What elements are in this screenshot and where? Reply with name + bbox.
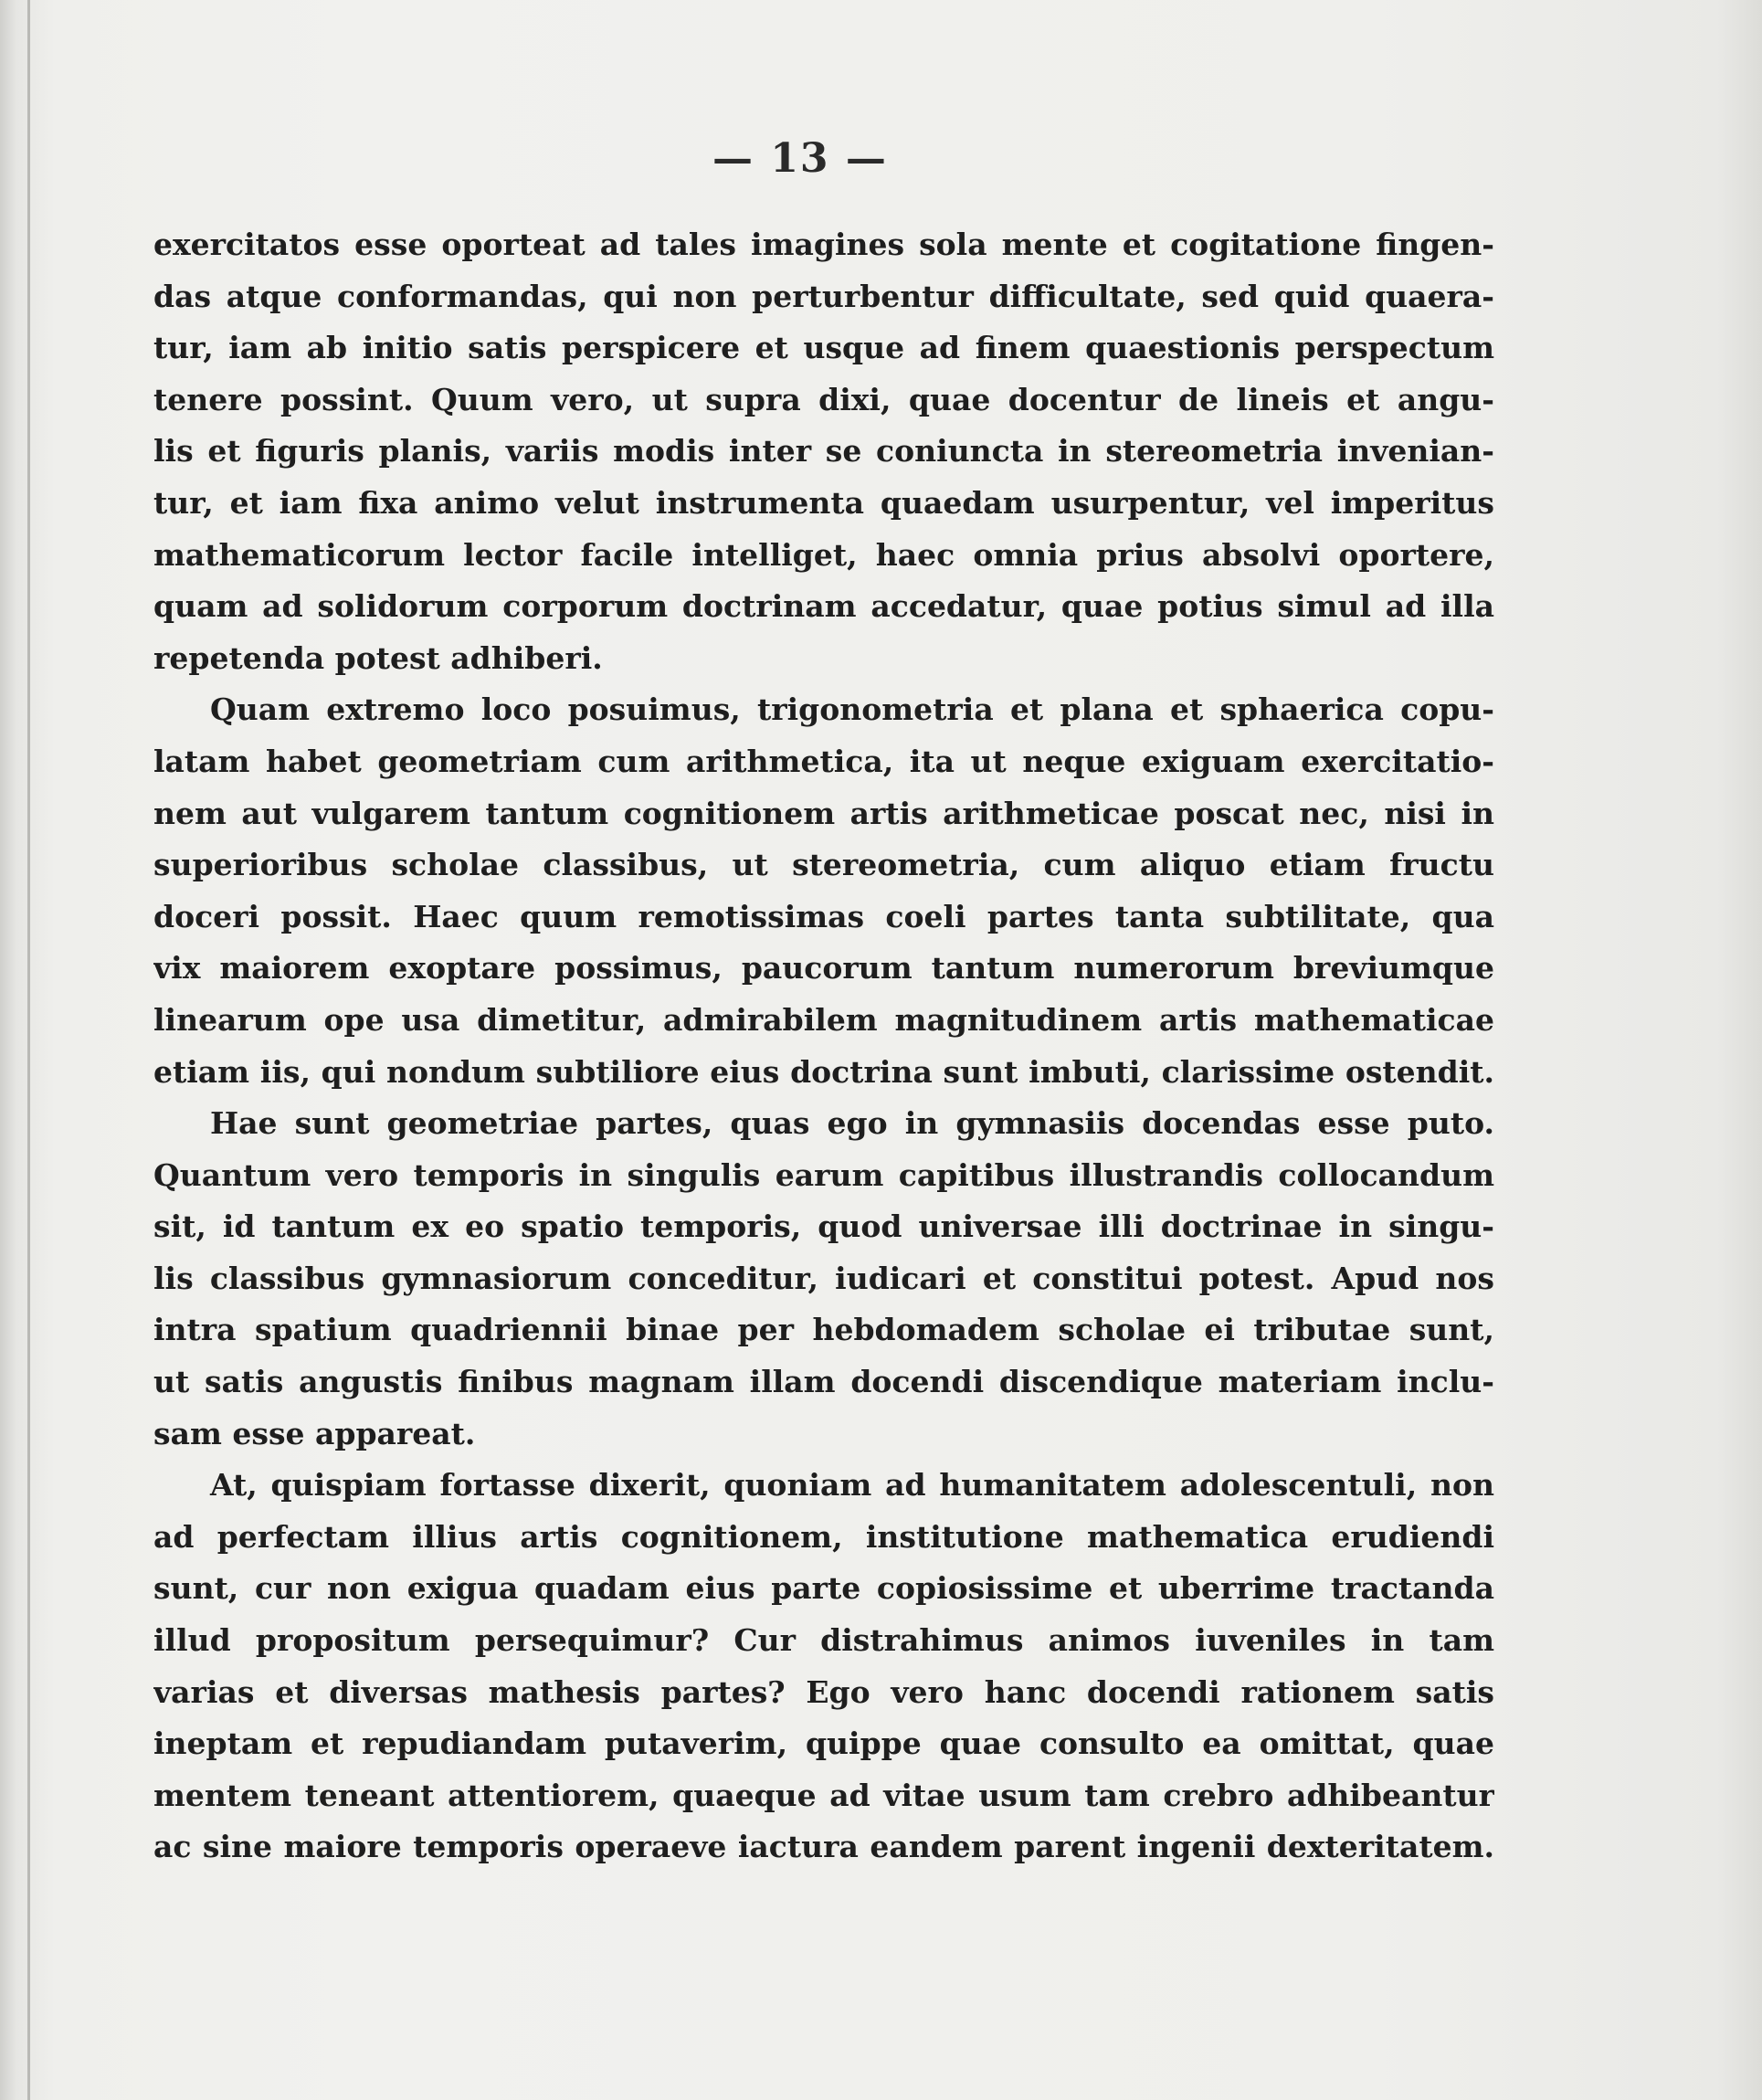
text-line: etiam iis, qui nondum subtiliore eius doctrina sunt imbuti, clarissime ostendit. [153, 1053, 1494, 1090]
text-line: vix maiorem exoptare possimus, paucorum tantum numerorum breviumque [153, 950, 1494, 987]
text-line: At, quispiam fortasse dixerit, quoniam ad humanitatem adolescentuli, non [210, 1467, 1494, 1504]
text-line: repetenda potest adhiberi. [153, 639, 603, 676]
text-line: ad perfectam illius artis cognitionem, institutione mathematica erudiendi [153, 1518, 1494, 1555]
text-line: Quantum vero temporis in singulis earum capitibus illustrandis collocandum [153, 1156, 1494, 1193]
text-line: tenere possint. Quum vero, ut supra dixi, quae docentur de lineis et angu- [153, 381, 1494, 417]
text-line: tur, et iam fixa animo velut instrumenta quaedam usurpentur, vel imperitus [153, 484, 1494, 521]
paragraph-2 [153, 684, 1494, 1098]
paragraph-1 [153, 219, 1494, 684]
text-line: das atque conformandas, qui non perturbentur difficultate, sed quid quaera- [153, 278, 1494, 314]
text-line: exercitatos esse oporteat ad tales imagines sola mente et cogitatione fingen- [153, 227, 1494, 262]
text-line: lis et figuris planis, variis modis inter se coniuncta in stereometria invenian- [153, 433, 1494, 470]
text-line: tur, iam ab initio satis perspicere et usque ad finem quaestionis perspectum [153, 330, 1494, 366]
text-line: quam ad solidorum corporum doctrinam accedatur, quae potius simul ad illa [153, 588, 1494, 625]
text-line: mentem teneant attentiorem, quaeque ad vitae usum tam crebro adhibeantur [153, 1777, 1494, 1813]
text-line: linearum ope usa dimetitur, admirabilem magnitudinem artis mathematicae [153, 1001, 1494, 1038]
text-line: ac sine maiore temporis operaeve iactura eandem parent ingenii dexteritatem. [153, 1829, 1494, 1865]
text-line: intra spatium quadriennii binae per hebdomadem scholae ei tributae sunt, [153, 1312, 1494, 1348]
text-line: Quam extremo loco posuimus, trigonometria et plana et sphaerica copu- [210, 691, 1494, 728]
text-line: latam habet geometriam cum arithmetica, ita ut neque exiguam exercitatio- [153, 743, 1494, 779]
text-line: Hae sunt geometriae partes, quas ego in gymnasiis docendas esse puto. [210, 1105, 1494, 1142]
text-line: lis classibus gymnasiorum conceditur, iudicari et constitui potest. Apud nos [153, 1260, 1494, 1296]
text-line: mathematicorum lector facile intelliget, haec omnia prius absolvi oportere, [153, 536, 1494, 573]
paragraph-3 [153, 1098, 1494, 1460]
text-line: illud propositum persequimur? Cur distrahimus animos iuveniles in tam [153, 1622, 1494, 1659]
text-line: ut satis angustis finibus magnam illam docendi discendique materiam inclu- [153, 1364, 1494, 1400]
text-line: ineptam et repudiandam putaverim, quippe quae consulto ea omittat, quae [153, 1725, 1494, 1762]
text-line: sit, id tantum ex eo spatio temporis, quod universae illi doctrinae in singu- [153, 1208, 1494, 1245]
text-line: sam esse appareat. [153, 1415, 476, 1451]
text-line: varias et diversas mathesis partes? Ego vero hanc docendi rationem satis [153, 1673, 1494, 1710]
page-gutter [27, 0, 30, 2100]
text-line: nem aut vulgarem tantum cognitionem artis arithmeticae poscat nec, nisi in [153, 795, 1494, 831]
text-line: doceri possit. Haec quum remotissimas coeli partes tanta subtilitate, qua [153, 898, 1494, 934]
text-line: superioribus scholae classibus, ut stereometria, cum aliquo etiam fructu [153, 847, 1494, 883]
page-number: — 13 — [712, 135, 888, 182]
paragraph-4 [153, 1460, 1494, 1873]
body-text [153, 219, 1494, 1873]
text-line: sunt, cur non exigua quadam eius parte copiosissime et uberrime tractanda [153, 1570, 1494, 1607]
